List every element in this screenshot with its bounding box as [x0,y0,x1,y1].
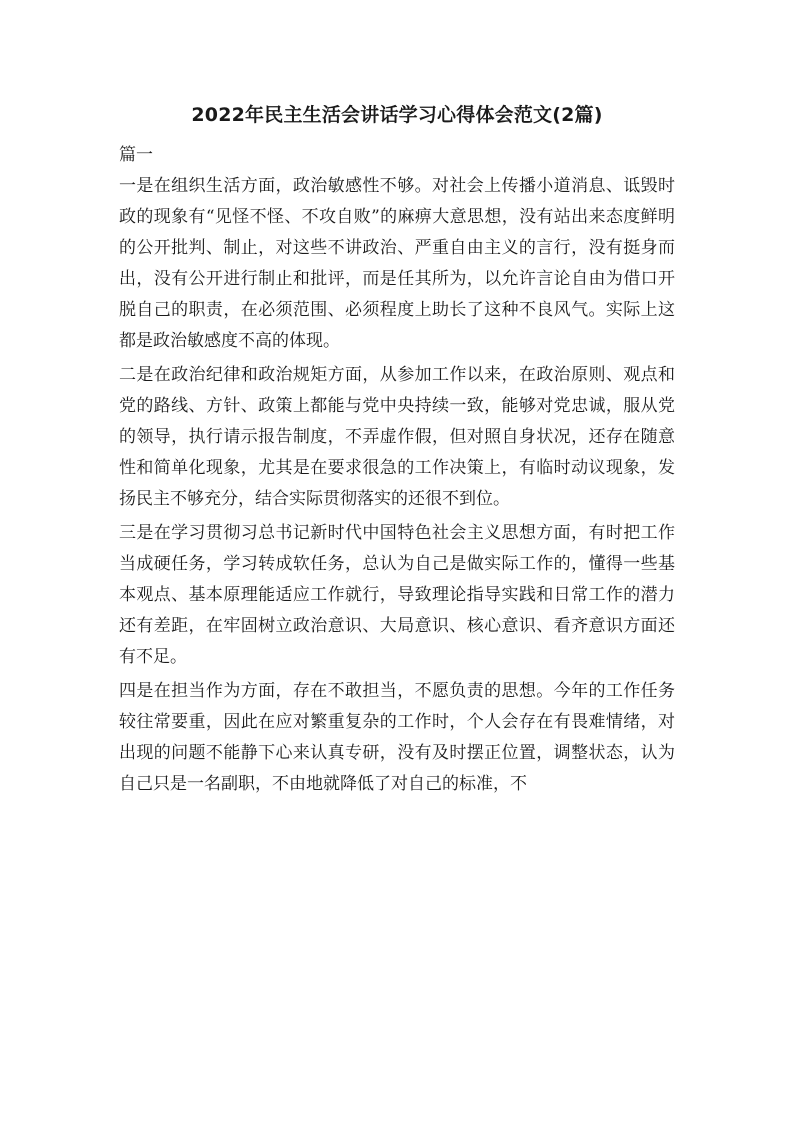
paragraph-3: 三是在学习贯彻习总书记新时代中国特色社会主义思想方面，有时把工作当成硬任务，学习转成软任务，总认为自己是做实际工作的，懂得一些基本观点、基本原理能适应工作就行，导致理论指导实践和日常工作的潜力还有差距，在牢固树立政治意识、大局意识、核心意识、看齐意识方面还有不足。 [119,523,675,667]
paragraph-4: 四是在担当作为方面，存在不敢担当，不愿负责的思想。今年的工作任务较往常要重，因此在应对繁重复杂的工作时，个人会存在有畏难情绪，对出现的问题不能静下心来认真专研，没有及时摆正位置，调整状态，认为自己只是一名副职，不由地就降低了对自己的标准，不 [119,681,675,794]
paragraph-1: 一是在组织生活方面，政治敏感性不够。对社会上传播小道消息、诋毁时政的现象有“见怪不怪、不攻自败”的麻痹大意思想，没有站出来态度鲜明的公开批判、制止，对这些不讲政治、严重自由主义的言行，没有挺身而出，没有公开进行制止和批评，而是任其所为，以允许言论自由为借口开脱自己的职责，在必须范围、必须程度上助长了这种不良风气。实际上这都是政治敏感度不高的体现。 [119,176,675,351]
paragraph-2: 二是在政治纪律和政治规矩方面，从参加工作以来，在政治原则、观点和党的路线、方针、政策上都能与党中央持续一致，能够对党忠诚，服从党的领导，执行请示报告制度，不弄虚作假，但对照自身状况，还存在随意性和简单化现象，尤其是在要求很急的工作决策上，有临时动议现象，发扬民主不够充分，结合实际贯彻落实的还很不到位。 [119,365,675,509]
document-body [119,98,675,803]
section-heading: 篇一 [119,145,153,165]
document-title: 2022年民主生活会讲话学习心得体会范文(2篇) [191,104,603,126]
